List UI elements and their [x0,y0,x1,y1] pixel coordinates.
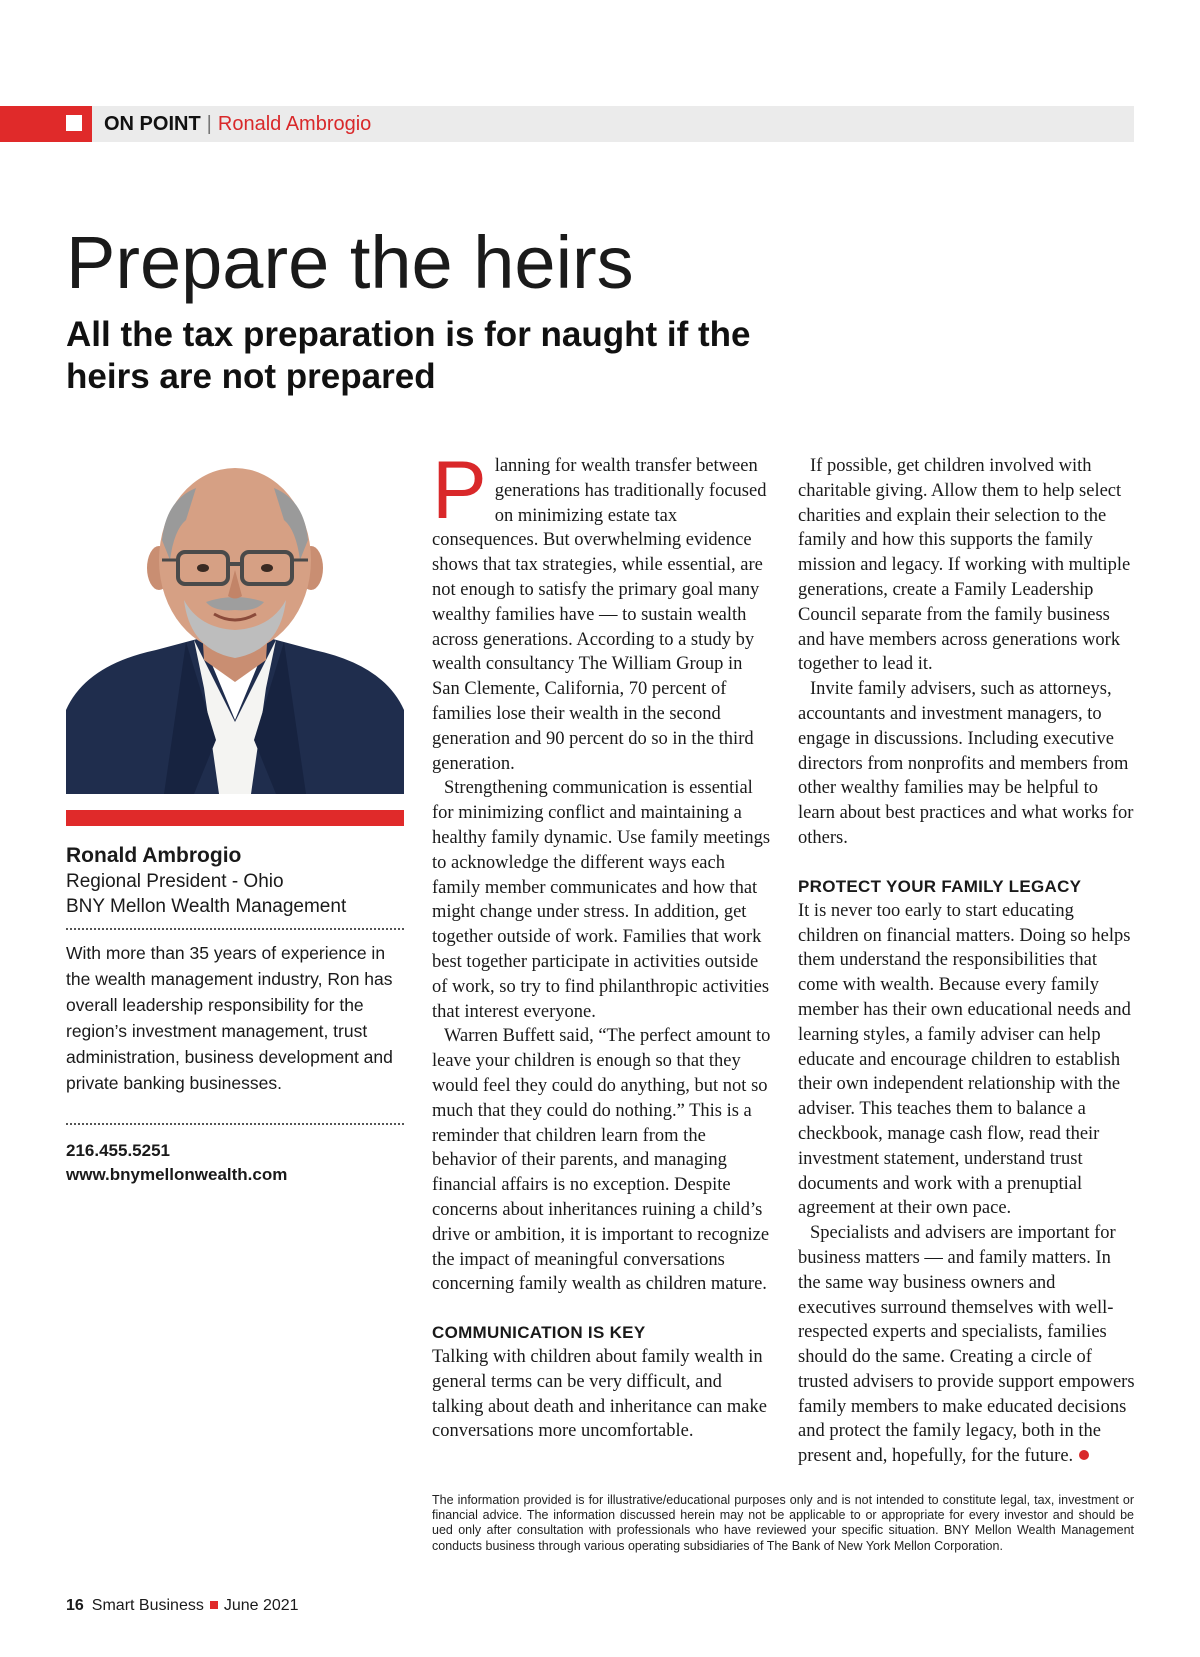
body-paragraph: Invite family advisers, such as attorneys, accountants and investment managers, to engage in discussions. Including executive directors from nonprofits and members from other wealthy families may be helpful to learn about best practices and what works for others. [798,679,1134,848]
author-website: www.bnymellonwealth.com [66,1165,288,1184]
section-label: ON POINT [104,113,201,135]
header-square-icon [66,115,82,131]
body-paragraph: If possible, get children involved with charitable giving. Allow them to help select charities and explain their selection to the family and how this supports the family mission and legacy. If working with multiple generations, create a Family Leadership Council separate from the family business and have members across generations work together to lead it. [798,456,1131,675]
portrait-illustration [66,460,404,794]
article-column-2 [798,454,1138,1469]
dotted-divider [66,1123,404,1125]
dotted-divider [66,928,404,930]
author-title: Regional President - Ohio [66,871,284,892]
section-header [104,112,371,136]
issue-date: June 2021 [223,1597,299,1614]
body-paragraph: Talking with children about family wealth in general terms can be very difficult, and talking about death and inheritance can make conversations more uncomfortable. [432,1347,767,1442]
end-mark-icon [1079,1450,1089,1460]
author-bio: With more than 35 years of experience in the wealth management industry, Ron has overall leadership responsibility for the region’s investment management, trust administration, business development and private banking businesses. [66,943,393,1093]
body-paragraph: Warren Buffett said, “The perfect amount to leave your children is enough so that they would feel they could do anything, but not so much that they could do nothing.” This is a reminder that children learn from the behavior of their parents, and managing financial affairs is no exception. Despite concerns about inheritances ruining a child’s drive or ambition, it is important to recognize the impact of meaningful conversations concerning family wealth as children mature. [432,1026,771,1295]
subhead-communication: COMMUNICATION IS KEY [432,1323,646,1343]
page-number: 16 [66,1597,84,1614]
subhead-protect-legacy: PROTECT YOUR FAMILY LEGACY [798,876,1082,896]
author-company: BNY Mellon Wealth Management [66,896,347,917]
drop-cap: P [432,445,487,536]
article-column-1 [432,445,772,1444]
author-phone: 216.455.5251 [66,1141,170,1160]
author-name: Ronald Ambrogio [66,844,242,867]
disclaimer: The information provided is for illustrative/educational purposes only and is not intended to constitute legal, tax, investment or financial advice. The information discussed herein may not be applicable to or appropriate for every investor and should be ued only after consultation with professionals who have reviewed your specific situation. BNY Mellon Wealth Management conducts business through various operating subsidiaries of The Bank of New York Mellon Corporation. [432,1493,1134,1553]
page-title: Prepare the heirs [66,221,634,304]
page-footer [66,1596,299,1616]
article-deck: All the tax preparation is for naught if the heirs are not prepared [66,315,751,396]
author-portrait [66,460,404,794]
publication-name: Smart Business [91,1597,204,1614]
header-separator: | [206,113,212,135]
header-author: Ronald Ambrogio [217,113,372,135]
body-paragraph: Planning for wealth transfer between generations has traditionally focused on minimizing estate tax consequences. But overwhelming evidence shows that tax strategies, while essential, are not enough to satisfy the primary goal many wealthy families have — to sustain wealth across generations. According to a study by wealth consultancy The William Group in San Clemente, California, 70 percent of families lose their wealth in the second generation and 90 percent do so in the third generation. [432,445,767,774]
body-paragraph: It is never too early to start educating children on financial matters. Doing so helps them understand the responsibilities that come with wealth. Because every family member has their own educational needs and learning styles, a family adviser can help educate and encourage children to establish their own independent relationship with the adviser. This teaches them to balance a checkbook, manage cash flow, read their investment statement, understand trust documents and work with a prenuptial agreement at their own pace. [798,900,1131,1219]
body-paragraph: Strengthening communication is essential for minimizing conflict and maintaining a healthy family dynamic. Use family meetings to acknowledge the different ways each family member communicates and how that might change under stress. In addition, get together outside of work. Families that work best together participate in activities outside of work, so try to find philanthropic activities that interest everyone. [432,778,771,1022]
footer-square-icon [210,1601,218,1609]
sidebar-red-rule [66,810,404,826]
body-paragraph: Specialists and advisers are important for business matters — and family matters. In the same way business owners and executives surround themselves with well-respected experts and specialists, families should do the same. Creating a circle of trusted advisers to provide support empowers family members to make educated decisions and protect the family legacy, both in the present and, hopefully, for the future. [798,1223,1135,1467]
